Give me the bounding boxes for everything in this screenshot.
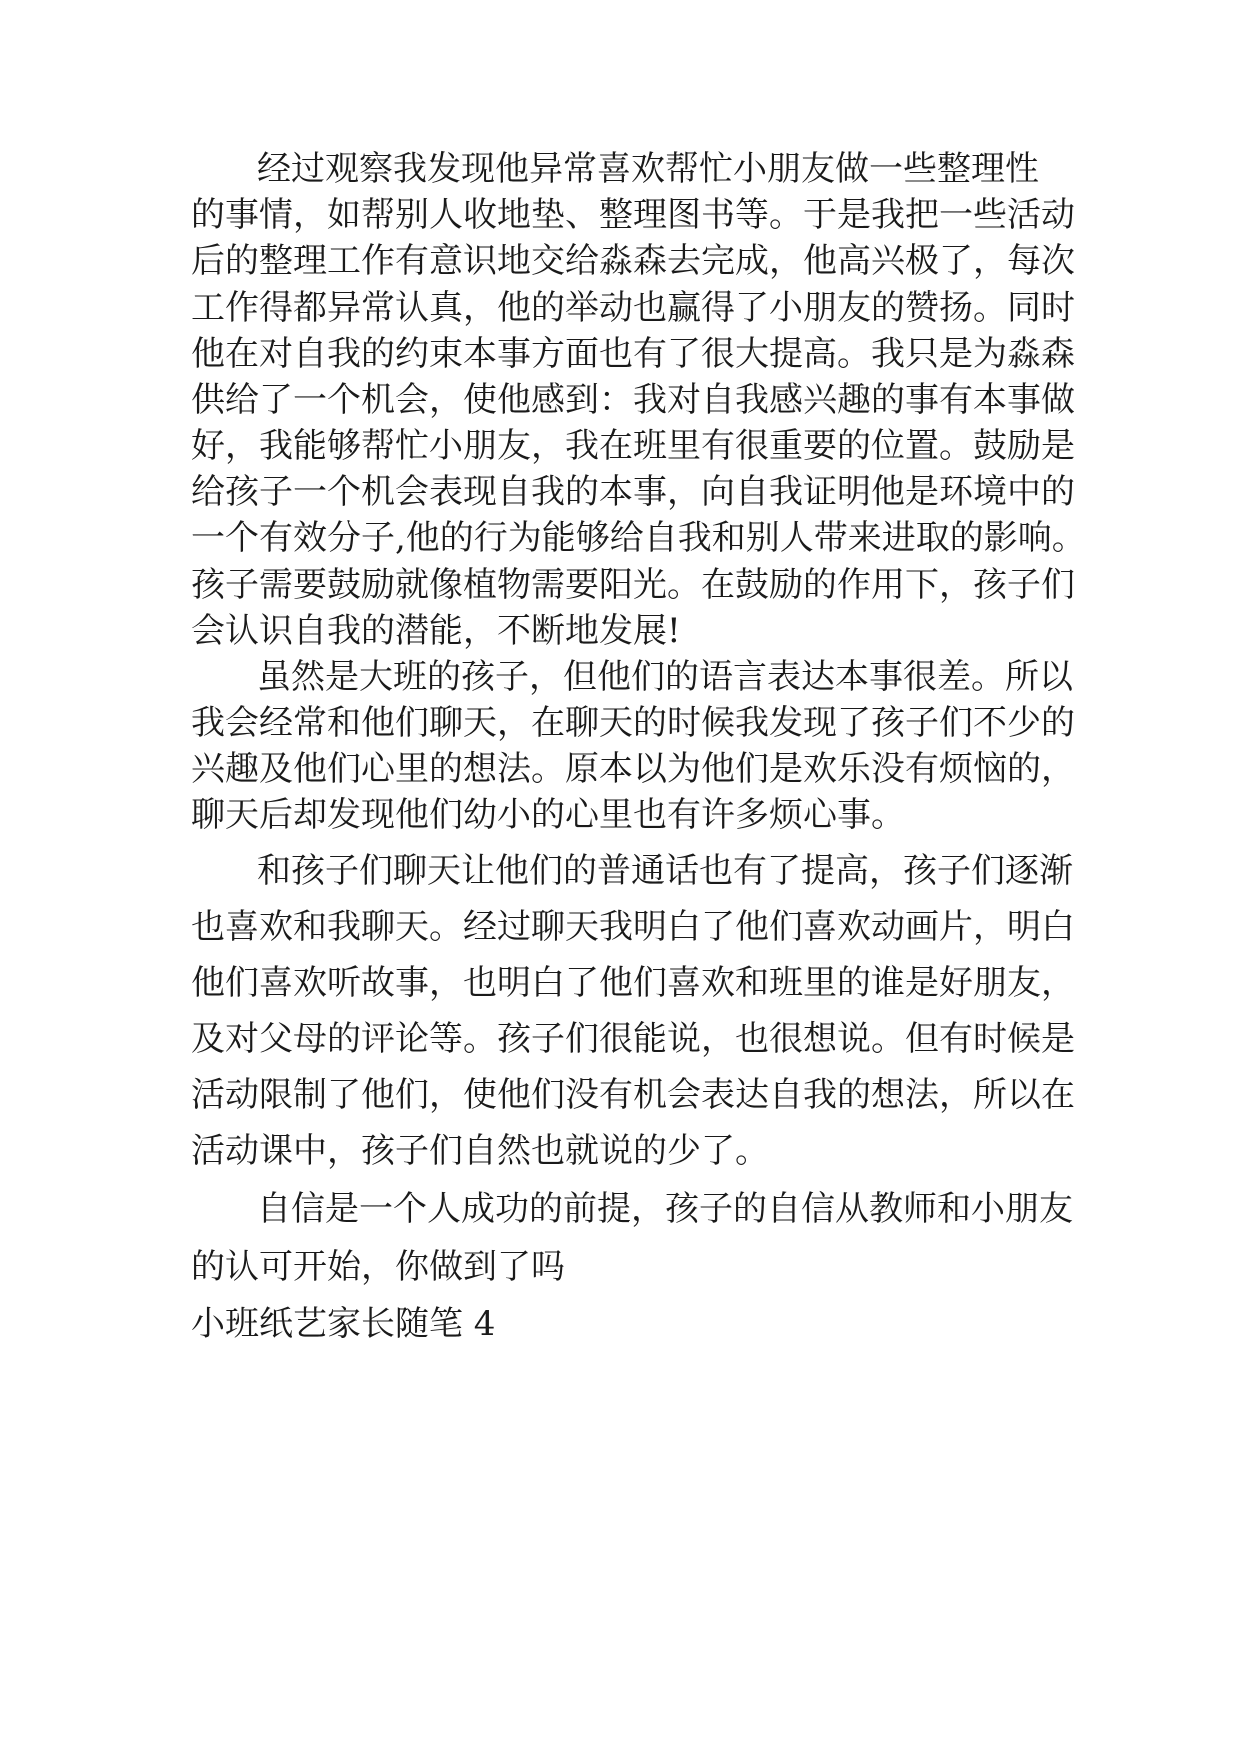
text-line: 给孩子一个机会表现自我的本事，向自我证明他是环境中的 (191, 472, 1075, 512)
text-line: 他们喜欢听故事，也明白了他们喜欢和班里的谁是好朋友， (191, 963, 1075, 1003)
text-line: 后的整理工作有意识地交给淼森去完成，他高兴极了，每次 (191, 241, 1075, 281)
text-line: 聊天后却发现他们幼小的心里也有许多烦心事。 (191, 795, 905, 835)
text-line: 一个有效分子,他的行为能够给自我和别人带来进取的影响。 (191, 518, 1086, 558)
text-line: 虽然是大班的孩子，但他们的语言表达本事很差。所以 (257, 657, 1073, 697)
text-line: 工作得都异常认真，他的举动也赢得了小朋友的赞扬。同时 (191, 288, 1075, 328)
text-line: 好，我能够帮忙小朋友，我在班里有很重要的位置。鼓励是 (191, 426, 1075, 466)
text-line: 也喜欢和我聊天。经过聊天我明白了他们喜欢动画片，明白 (191, 907, 1075, 947)
text-line: 他在对自我的约束本事方面也有了很大提高。我只是为淼森 (191, 334, 1075, 374)
text-line: 活动课中，孩子们自然也就说的少了。 (191, 1131, 769, 1171)
text-line: 孩子需要鼓励就像植物需要阳光。在鼓励的作用下，孩子们 (191, 565, 1075, 605)
text-line: 兴趣及他们心里的想法。原本以为他们是欢乐没有烦恼的， (191, 749, 1075, 789)
text-line: 和孩子们聊天让他们的普通话也有了提高，孩子们逐渐 (257, 851, 1073, 891)
text-line: 供给了一个机会，使他感到：我对自我感兴趣的事有本事做 (191, 380, 1075, 420)
text-line: 我会经常和他们聊天，在聊天的时候我发现了孩子们不少的 (191, 703, 1075, 743)
text-line: 及对父母的评论等。孩子们很能说，也很想说。但有时候是 (191, 1019, 1075, 1059)
text-line: 自信是一个人成功的前提，孩子的自信从教师和小朋友 (257, 1189, 1073, 1229)
section-heading: 小班纸艺家长随笔 4 (191, 1304, 496, 1344)
text-line: 会认识自我的潜能，不断地发展! (191, 611, 681, 651)
text-line: 活动限制了他们，使他们没有机会表达自我的想法，所以在 (191, 1075, 1075, 1115)
text-line: 经过观察我发现他异常喜欢帮忙小朋友做一些整理性 (257, 149, 1039, 189)
text-line: 的事情，如帮别人收地垫、整理图书等。于是我把一些活动 (191, 195, 1075, 235)
text-line: 的认可开始，你做到了吗 (191, 1247, 565, 1287)
